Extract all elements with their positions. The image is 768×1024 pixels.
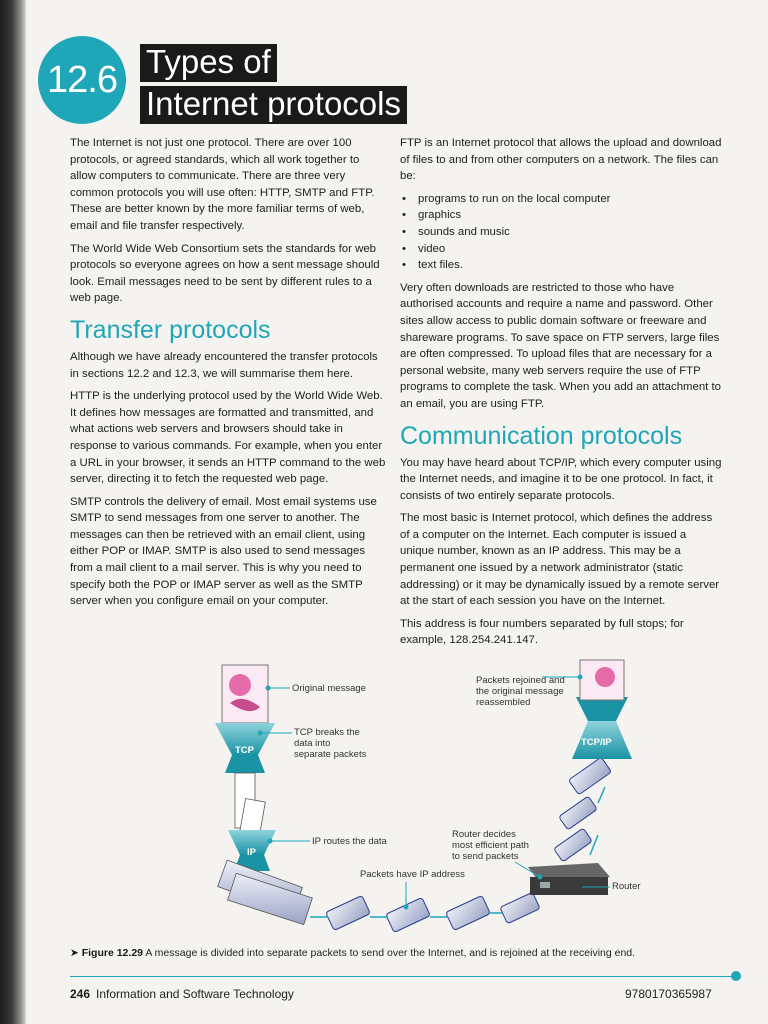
label-router-decides-line: most efficient path [452, 840, 529, 851]
packet-chain [310, 892, 540, 932]
packet-diagram-svg [70, 655, 740, 940]
figure-caption [70, 947, 635, 959]
book-title: Information and Software Technology [96, 987, 294, 1001]
footer-dot [731, 971, 741, 981]
file-types-list [400, 191, 722, 274]
section-number-badge [38, 36, 126, 124]
paragraph: You may have heard about TCP/IP, which every computer using the Internet needs, and imagine it to be one protocol. In fact, it consists of two entirely separate protocols. [400, 456, 722, 502]
list-item: • video [400, 241, 722, 258]
section-title-line1: Types of [140, 44, 277, 82]
paragraph: SMTP controls the delivery of email. Most email systems use SMTP to send messages from one server to another. The messages can then be retrieved with an email client, using either POP or IMAP. SMTP is also used to send messages from a mail client to a mail server. This is why you need to specify both the POP or IMAP server as well as the SMTP server when you configure email on your computer. [70, 495, 377, 608]
label-router-decides [452, 829, 529, 862]
caption-arrow-icon: ➤ [70, 947, 82, 959]
label-router-decides-line: to send packets [452, 851, 519, 862]
list-item: • graphics [400, 207, 722, 224]
list-item: • programs to run on the local computer [400, 191, 722, 208]
paragraph: FTP is an Internet protocol that allows the upload and download of files to and from other computers on a network. The files can be: [400, 137, 722, 183]
paragraph: Although we have already encountered the transfer protocols in sections 12.2 and 12.3, we will summarise them here. [70, 350, 378, 380]
caption-text: A message is divided into separate packets to send over the Internet, and is rejoined at the receiving end. [143, 947, 636, 959]
paragraph: HTTP is the underlying protocol used by the World Wide Web. It defines how messages are formatted and transmitted, and what actions web servers and browsers should take in response to various commands. For example, when you enter a URL in your browser, it sends an HTTP command to the web server, directing it to fetch the requested web page. [70, 390, 386, 486]
label-packets-rejoined [476, 675, 565, 708]
label-original-message: Original message [292, 683, 366, 694]
label-rejoined-line: the original message [476, 686, 564, 697]
label-tcp: TCP [235, 745, 254, 756]
right-column [400, 135, 722, 655]
tcpip-funnel-icon [572, 697, 632, 759]
label-tcp-breaks [294, 727, 366, 760]
list-item: • sounds and music [400, 224, 722, 241]
label-tcpip: TCP/IP [581, 737, 612, 748]
label-rejoined-line: reassembled [476, 697, 531, 708]
section-title [140, 44, 407, 128]
paragraph: This address is four numbers separated by full stops; for example, 128.254.241.147. [400, 617, 684, 647]
label-router: Router [612, 881, 641, 892]
section-number: 12.6 [47, 58, 117, 101]
label-rejoined-line: Packets rejoined and [476, 675, 565, 686]
packet-chain-up [554, 757, 612, 862]
label-tcp-breaks-line: separate packets [294, 749, 367, 760]
heading-transfer-protocols: Transfer protocols [70, 315, 271, 344]
original-message-icon [222, 665, 268, 723]
section-title-line2: Internet protocols [140, 86, 407, 124]
reassembled-message-icon [580, 660, 624, 700]
paragraph: The Internet is not just one protocol. There are over 100 protocols, or agreed standards, which all work together to allow computers to communicate. There are three very common protocols you will use often: HTTP, SMTP and FTP. These are better known by the more familiar terms of web, email and file transfer respectively. [70, 137, 375, 232]
caption-figure-label: Figure 12.29 [81, 947, 143, 959]
label-tcp-breaks-line: TCP breaks the [294, 727, 360, 738]
paragraph: The World Wide Web Consortium sets the standards for web protocols so everyone agrees on how a sent message should look. Email messages need to be sent by different rules to a web page. [70, 242, 380, 305]
book-spine-shadow [0, 0, 26, 1024]
figure-packet-diagram [70, 655, 740, 940]
label-router-decides-line: Router decides [452, 829, 516, 840]
footer-left [70, 987, 294, 1001]
label-packets-ip-address: Packets have IP address [360, 869, 465, 880]
label-ip: IP [247, 847, 256, 858]
label-tcp-breaks-line: data into [294, 738, 331, 749]
heading-communication-protocols: Communication protocols [400, 421, 683, 450]
paragraph: Very often downloads are restricted to those who have authorised accounts and require a name and password. Other sites allow access to public domain software or freeware and shareware programs. To save space on FTP servers, large files are often compressed. To upload files that are necessary for a personal website, many web servers require the use of FTP programs to complete the task. When you add an attachment to an email, you are using FTP. [400, 281, 722, 410]
page-number: 246 [70, 987, 91, 1001]
label-ip-routes: IP routes the data [312, 836, 387, 847]
isbn: 9780170365987 [625, 987, 712, 1001]
paragraph: The most basic is Internet protocol, which defines the address of a computer on the Internet. Each computer is issued a unique number, known as an IP address. This may be a permanent one issued by a network administrator (static addressing) or it may be dynamically issued by a remote server at the start of each session you have on the Internet. [400, 512, 720, 608]
footer-rule [70, 976, 736, 977]
list-item: • text files. [400, 257, 722, 274]
left-column [70, 135, 388, 616]
